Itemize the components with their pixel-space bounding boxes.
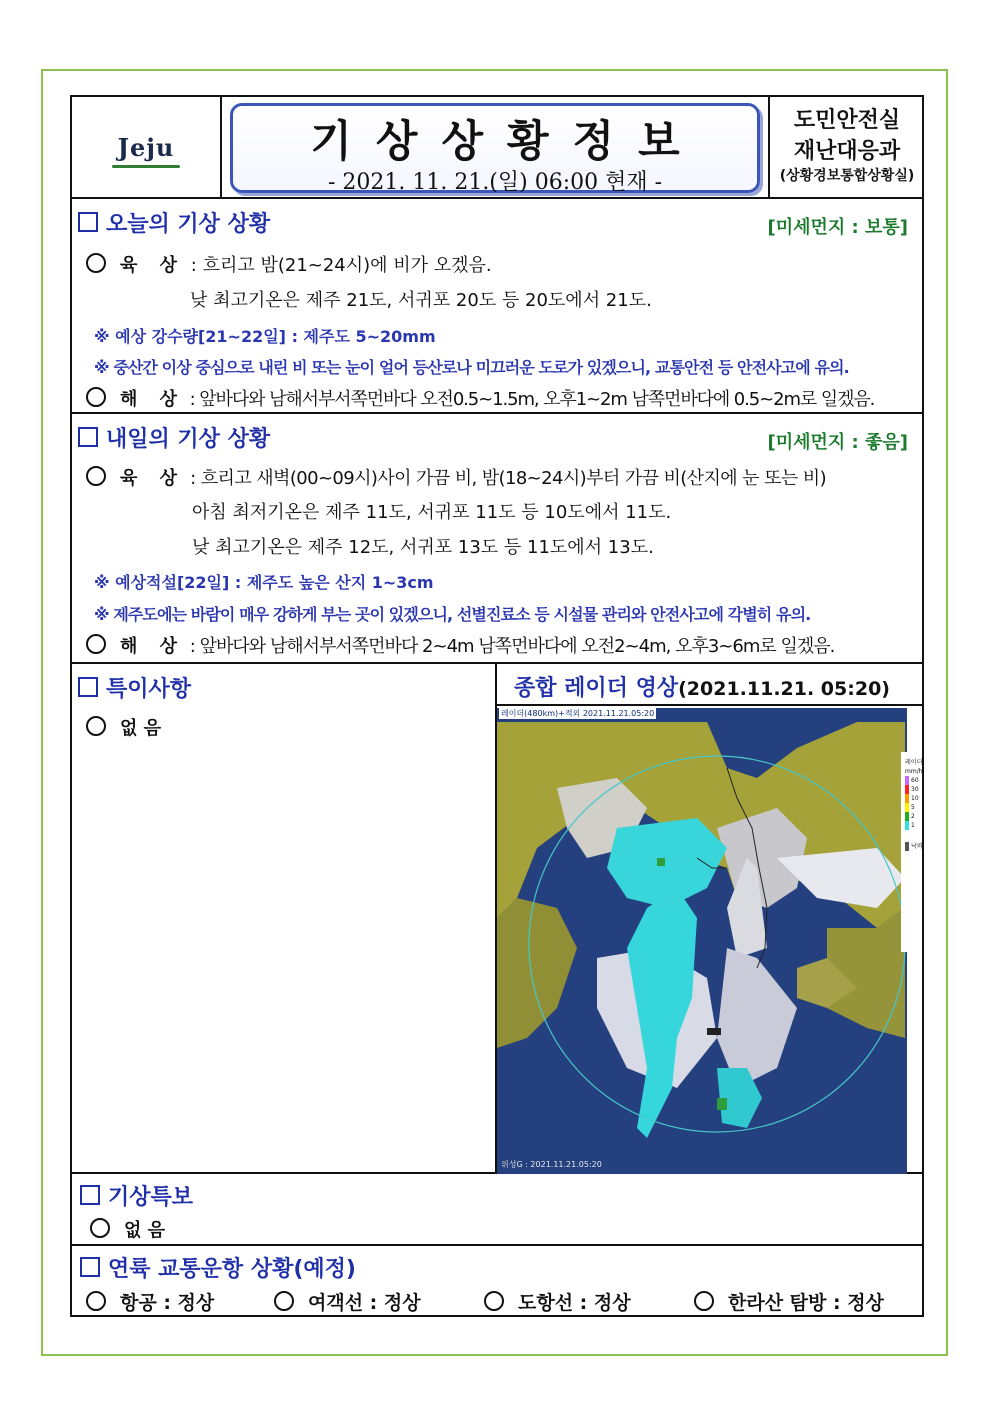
document-header [72, 97, 922, 199]
warning-item [90, 1216, 165, 1242]
legend-value: 30 [911, 786, 919, 793]
tomorrow-section [72, 414, 922, 664]
jeju-logo-text: Jeju [117, 132, 175, 162]
warning-title-text: 기상특보 [108, 1185, 194, 1210]
traffic-hallasan-text: 한라산 탐방 : 정상 [728, 1292, 884, 1314]
circle-bullet-icon [694, 1291, 714, 1311]
radar-image [497, 708, 907, 1174]
warning-title [80, 1180, 193, 1211]
legend-row [905, 785, 923, 794]
office-name: (상황경보통합상황실) [779, 168, 915, 184]
tomorrow-sea-text: : 앞바다와 남해서부서쪽먼바다 2~4m 남쪽먼바다에 오전2~4m, 오후3~6m로 일겠음. [189, 636, 835, 657]
legend-value: 1 [911, 822, 915, 829]
today-dust: [미세먼지 : 보통] [767, 217, 908, 238]
checkbox-icon [80, 1257, 100, 1277]
legend-value: 10 [911, 795, 919, 802]
tomorrow-land-line [86, 464, 826, 490]
today-high-temp: 낮 최고기온은 제주 21도, 서귀포 20도 등 20도에서 21도. [190, 290, 652, 311]
tomorrow-snow-note: ※ 예상적설[22일] : 제주도 높은 산지 1~3cm [94, 573, 434, 592]
tomorrow-low-temp: 아침 최저기온은 제주 11도, 서귀포 11도 등 10도에서 11도. [192, 502, 672, 523]
circle-bullet-icon [86, 716, 106, 736]
legend-value: 5 [911, 804, 915, 811]
special-title [78, 672, 191, 703]
today-land-text: : 흐리고 밤(21~24시)에 비가 오겠음. [190, 255, 492, 276]
today-land-label: 육 상 [120, 255, 186, 276]
traffic-island-ship-text: 도항선 : 정상 [518, 1292, 631, 1314]
today-title [78, 207, 270, 238]
warning-item-text: 없 음 [124, 1220, 166, 1241]
circle-bullet-icon [90, 1218, 110, 1238]
tomorrow-sea-line [86, 632, 834, 658]
page-title: 기상상황정보 [310, 117, 704, 167]
legend-value: 60 [911, 777, 919, 784]
special-item [86, 714, 161, 740]
legend-row [905, 812, 923, 821]
jeju-logo [72, 97, 222, 197]
tomorrow-title [78, 422, 270, 453]
checkbox-icon [78, 212, 98, 232]
today-sea-text: : 앞바다와 남해서부서쪽먼바다 오전0.5~1.5m, 오후1~2m 남쪽먼바다에 0.5~2m로 일겠음. [189, 389, 875, 410]
radar-datetime: (2021.11.21. 05:20) [678, 678, 890, 700]
legend-value: 2 [911, 813, 915, 820]
special-title-text: 특이사항 [106, 677, 192, 702]
tomorrow-sea-label: 해 상 [120, 636, 186, 657]
today-sea-line [86, 385, 874, 411]
radar-title [514, 671, 890, 702]
traffic-ferry-text: 여객선 : 정상 [308, 1292, 421, 1314]
legend-lightning: 낙뢰 [911, 843, 923, 850]
tomorrow-title-text: 내일의 기상 상황 [106, 427, 271, 452]
today-title-text: 오늘의 기상 상황 [106, 212, 271, 237]
legend-row [905, 794, 923, 803]
circle-bullet-icon [274, 1291, 294, 1311]
legend-row [905, 821, 923, 830]
tomorrow-land-label: 육 상 [120, 468, 186, 489]
traffic-ferry [274, 1288, 421, 1315]
today-section [72, 199, 922, 414]
traffic-title-text: 연륙 교통운항 상황(예정) [108, 1257, 356, 1282]
title-box [230, 103, 760, 193]
traffic-island-ship [484, 1288, 631, 1315]
circle-bullet-icon [86, 253, 106, 273]
traffic-hallasan [694, 1288, 884, 1315]
legend-row [905, 803, 923, 812]
today-safety-note: ※ 중산간 이상 중심으로 내린 비 또는 눈이 얼어 등산로나 미끄러운 도로가 있겠으니, 교통안전 등 안전사고에 유의. [94, 358, 849, 377]
tomorrow-safety-note: ※ 제주도에는 바람이 매우 강하게 부는 곳이 있겠으니, 선별진료소 등 시설물 관리와 안전사고에 각별히 유의. [94, 605, 811, 624]
legend-row [905, 776, 923, 785]
circle-bullet-icon [86, 466, 106, 486]
legend-row [905, 842, 923, 851]
circle-bullet-icon [484, 1291, 504, 1311]
weather-document [70, 95, 924, 1317]
radar-map-graphic [497, 708, 907, 1174]
legend-unit: mm/h [905, 768, 923, 775]
today-rain-note: ※ 예상 강수량[21~22일] : 제주도 5~20mm [94, 327, 436, 346]
checkbox-icon [78, 677, 98, 697]
report-date: - 2021. 11. 21.(일) 06:00 현재 - [327, 170, 663, 195]
radar-title-text: 종합 레이더 영상 [514, 676, 679, 701]
radar-legend [905, 758, 923, 908]
today-sea-label: 해 상 [120, 389, 186, 410]
legend-title: 레이더 [905, 759, 923, 766]
today-land-line [86, 251, 492, 277]
tomorrow-high-temp: 낮 최고기온은 제주 12도, 서귀포 13도 등 11도에서 13도. [192, 537, 654, 558]
special-item-text: 없 음 [120, 718, 162, 739]
division-name: 재난대응과 [793, 139, 901, 164]
circle-bullet-icon [86, 1291, 106, 1311]
traffic-air-text: 항공 : 정상 [120, 1292, 215, 1314]
circle-bullet-icon [86, 634, 106, 654]
tomorrow-dust: [미세먼지 : 좋음] [767, 432, 908, 453]
radar-top-caption: 레이더(480km)+적외 2021.11.21.05:20 [501, 709, 655, 718]
checkbox-icon [78, 427, 98, 447]
radar-title-divider [495, 704, 922, 706]
warning-section [72, 1174, 922, 1246]
checkbox-icon [80, 1185, 100, 1205]
traffic-air [86, 1288, 214, 1315]
circle-bullet-icon [86, 387, 106, 407]
department-box [768, 97, 924, 197]
traffic-section [72, 1246, 922, 1315]
tomorrow-land-text: : 흐리고 새벽(00~09시)사이 가끔 비, 밤(18~24시)부터 가끔 비(산지에 눈 또는 비) [190, 468, 826, 489]
traffic-title [80, 1252, 356, 1283]
radar-bottom-caption: 위성G : 2021.11.21.05:20 [501, 1160, 602, 1169]
department-name: 도민안전실 [793, 108, 901, 133]
